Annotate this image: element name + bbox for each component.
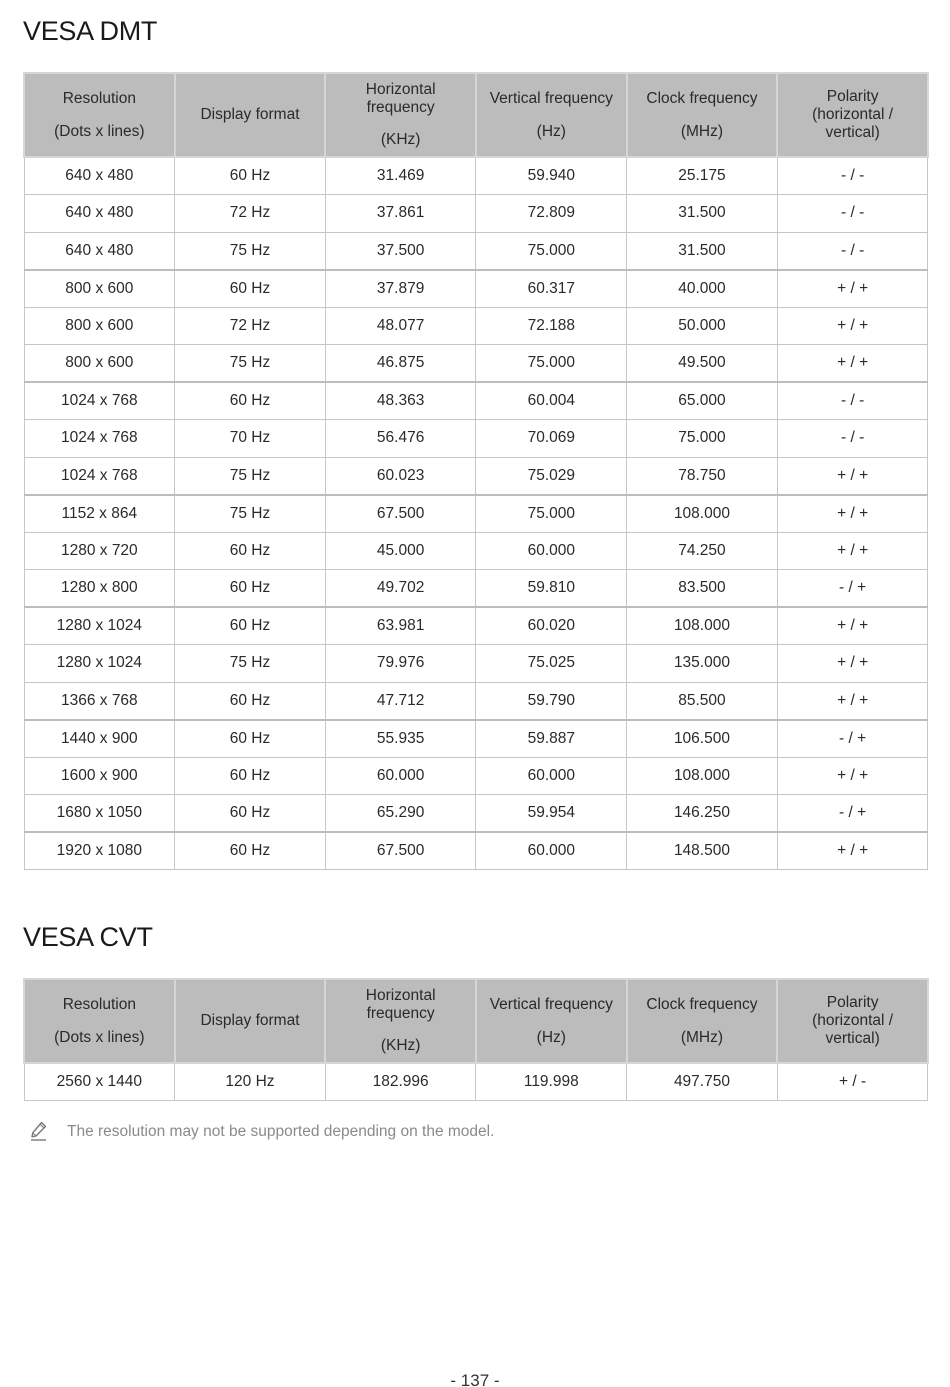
header-display-format [175,73,326,157]
cell-horizontal-frequency: 79.976 [325,645,476,683]
header-hfreq-unit: (KHz) [380,1037,421,1054]
cell-display-format: 75 Hz [175,495,326,533]
cell-vertical-frequency: 75.000 [476,495,627,533]
cell-vertical-frequency: 72.188 [476,307,627,345]
header-resolution-label: Resolution [62,89,136,107]
table-row [24,382,928,420]
cell-resolution: 1280 x 800 [24,570,175,608]
cell-horizontal-frequency: 67.500 [325,495,476,533]
header-hfreq-label-1: Horizontal [365,81,436,98]
table-row [24,682,928,720]
header-display-format-label: Display format [200,106,300,123]
cell-resolution: 1152 x 864 [24,495,175,533]
cell-clock-frequency: 65.000 [627,382,778,420]
cell-clock-frequency: 50.000 [627,307,778,345]
cell-resolution: 800 x 600 [24,345,175,383]
table-row [24,832,928,870]
cell-horizontal-frequency: 37.861 [325,195,476,233]
header-polarity [777,73,928,157]
table-header [24,73,928,157]
cell-resolution: 800 x 600 [24,307,175,345]
table-row [24,645,928,683]
cell-vertical-frequency: 59.810 [476,570,627,608]
cell-horizontal-frequency: 60.023 [325,457,476,495]
cell-polarity: + / + [777,645,928,683]
vesa-cvt-table [23,978,929,1101]
cell-display-format: 60 Hz [175,720,326,758]
header-resolution [24,979,175,1063]
cell-display-format: 75 Hz [175,345,326,383]
cell-vertical-frequency: 75.025 [476,645,627,683]
table-row [24,307,928,345]
cell-display-format: 75 Hz [175,232,326,270]
cell-horizontal-frequency: 37.879 [325,270,476,308]
cell-resolution: 1024 x 768 [24,382,175,420]
cell-vertical-frequency: 59.940 [476,157,627,195]
cell-display-format: 60 Hz [175,570,326,608]
cell-resolution: 1600 x 900 [24,757,175,795]
cell-clock-frequency: 108.000 [627,607,778,645]
cell-polarity: - / + [777,720,928,758]
cell-vertical-frequency: 70.069 [476,420,627,458]
cell-resolution: 1280 x 1024 [24,607,175,645]
header-clock-frequency [627,73,778,157]
cell-vertical-frequency: 75.000 [476,232,627,270]
cell-resolution: 1024 x 768 [24,457,175,495]
cell-horizontal-frequency: 56.476 [325,420,476,458]
cell-polarity: - / - [777,232,928,270]
cell-polarity: + / + [777,307,928,345]
note-text: The resolution may not be supported depending on the model. [67,1123,495,1140]
header-clock-unit: (MHz) [680,1028,724,1046]
header-polarity-sub-2: vertical) [825,1030,880,1047]
cell-polarity: + / + [777,757,928,795]
cell-polarity: + / + [777,495,928,533]
table-body [24,1063,928,1101]
cell-display-format: 72 Hz [175,195,326,233]
table-row [24,757,928,795]
cell-clock-frequency: 135.000 [627,645,778,683]
cell-polarity: - / - [777,157,928,195]
cell-polarity: - / + [777,570,928,608]
cell-horizontal-frequency: 45.000 [325,532,476,570]
header-vfreq-label: Vertical frequency [489,995,613,1013]
header-hfreq-unit: (KHz) [380,131,421,148]
cell-display-format: 72 Hz [175,307,326,345]
cell-polarity: - / + [777,795,928,833]
table-row [24,607,928,645]
cell-polarity: + / + [777,832,928,870]
pencil-note-icon [30,1121,48,1143]
header-resolution-unit: (Dots x lines) [54,122,145,140]
cell-polarity: + / + [777,457,928,495]
cell-vertical-frequency: 60.000 [476,832,627,870]
table-row [24,495,928,533]
cell-horizontal-frequency: 55.935 [325,720,476,758]
cell-vertical-frequency: 75.000 [476,345,627,383]
cell-display-format: 60 Hz [175,795,326,833]
cell-resolution: 640 x 480 [24,232,175,270]
header-vfreq-unit: (Hz) [536,1028,566,1046]
header-hfreq-label-2: frequency [366,1005,435,1022]
cell-display-format: 60 Hz [175,682,326,720]
cell-resolution: 1440 x 900 [24,720,175,758]
header-polarity [777,979,928,1063]
cell-display-format: 60 Hz [175,607,326,645]
cell-clock-frequency: 106.500 [627,720,778,758]
header-clock-label: Clock frequency [646,995,758,1013]
cell-clock-frequency: 148.500 [627,832,778,870]
cell-polarity: - / - [777,382,928,420]
cell-resolution: 1280 x 720 [24,532,175,570]
header-polarity-label: Polarity [826,88,879,105]
cell-display-format: 75 Hz [175,457,326,495]
cell-clock-frequency: 31.500 [627,232,778,270]
cell-clock-frequency: 31.500 [627,195,778,233]
cell-display-format: 75 Hz [175,645,326,683]
cell-horizontal-frequency: 63.981 [325,607,476,645]
header-horizontal-frequency [325,979,476,1063]
cell-clock-frequency: 497.750 [627,1063,778,1101]
header-polarity-sub-2: vertical) [825,124,880,141]
cell-polarity: + / + [777,270,928,308]
cell-display-format: 60 Hz [175,270,326,308]
header-resolution-unit: (Dots x lines) [54,1028,145,1046]
cell-resolution: 2560 x 1440 [24,1063,175,1101]
table-row [24,195,928,233]
table-row [24,232,928,270]
cell-resolution: 1366 x 768 [24,682,175,720]
cell-horizontal-frequency: 46.875 [325,345,476,383]
cell-horizontal-frequency: 67.500 [325,832,476,870]
cell-clock-frequency: 78.750 [627,457,778,495]
header-resolution [24,73,175,157]
header-polarity-label: Polarity [826,994,879,1011]
cell-polarity: + / - [777,1063,928,1101]
header-vfreq-label: Vertical frequency [489,89,613,107]
header-vfreq-unit: (Hz) [536,122,566,140]
cell-clock-frequency: 108.000 [627,495,778,533]
cell-vertical-frequency: 60.317 [476,270,627,308]
cell-horizontal-frequency: 37.500 [325,232,476,270]
vesa-dmt-table [23,72,929,870]
header-vertical-frequency [476,73,627,157]
cell-clock-frequency: 108.000 [627,757,778,795]
cell-resolution: 1280 x 1024 [24,645,175,683]
cell-horizontal-frequency: 49.702 [325,570,476,608]
cell-clock-frequency: 83.500 [627,570,778,608]
cell-polarity: + / + [777,532,928,570]
table-row [24,795,928,833]
cell-vertical-frequency: 60.004 [476,382,627,420]
cell-resolution: 640 x 480 [24,157,175,195]
cell-display-format: 60 Hz [175,382,326,420]
cell-polarity: + / + [777,345,928,383]
cell-clock-frequency: 74.250 [627,532,778,570]
table-row [24,420,928,458]
table-row [24,570,928,608]
cell-display-format: 60 Hz [175,832,326,870]
header-clock-label: Clock frequency [646,89,758,107]
cell-clock-frequency: 75.000 [627,420,778,458]
table-header [24,979,928,1063]
cell-clock-frequency: 146.250 [627,795,778,833]
header-clock-frequency [627,979,778,1063]
cell-vertical-frequency: 59.790 [476,682,627,720]
cell-resolution: 1680 x 1050 [24,795,175,833]
table-row [24,532,928,570]
note [30,1121,494,1143]
cell-vertical-frequency: 60.020 [476,607,627,645]
section-title-vesa-dmt: VESA DMT [23,16,158,46]
cell-horizontal-frequency: 182.996 [325,1063,476,1101]
cell-resolution: 1024 x 768 [24,420,175,458]
cell-resolution: 640 x 480 [24,195,175,233]
cell-polarity: - / - [777,195,928,233]
section-title-vesa-cvt: VESA CVT [23,922,153,952]
cell-polarity: + / + [777,682,928,720]
cell-clock-frequency: 40.000 [627,270,778,308]
header-display-format-label: Display format [200,1012,300,1029]
page-number: - 137 - [450,1371,500,1387]
cell-horizontal-frequency: 48.077 [325,307,476,345]
header-vertical-frequency [476,979,627,1063]
table-row [24,457,928,495]
cell-display-format: 60 Hz [175,532,326,570]
header-hfreq-label-1: Horizontal [365,987,436,1004]
cell-vertical-frequency: 75.029 [476,457,627,495]
cell-vertical-frequency: 72.809 [476,195,627,233]
cell-polarity: + / + [777,607,928,645]
cell-display-format: 120 Hz [175,1063,326,1101]
table-row [24,1063,928,1101]
cell-vertical-frequency: 59.954 [476,795,627,833]
cell-clock-frequency: 85.500 [627,682,778,720]
header-row [24,979,928,1063]
cell-display-format: 60 Hz [175,757,326,795]
header-polarity-sub-1: (horizontal / [812,1012,894,1029]
header-horizontal-frequency [325,73,476,157]
cell-display-format: 60 Hz [175,157,326,195]
cell-resolution: 1920 x 1080 [24,832,175,870]
header-display-format [175,979,326,1063]
header-hfreq-label-2: frequency [366,99,435,116]
cell-clock-frequency: 49.500 [627,345,778,383]
cell-horizontal-frequency: 65.290 [325,795,476,833]
cell-vertical-frequency: 60.000 [476,757,627,795]
table-row [24,345,928,383]
cell-horizontal-frequency: 60.000 [325,757,476,795]
cell-vertical-frequency: 59.887 [476,720,627,758]
cell-horizontal-frequency: 48.363 [325,382,476,420]
table-row [24,270,928,308]
table-body [24,157,928,870]
cell-display-format: 70 Hz [175,420,326,458]
header-row [24,73,928,157]
cell-horizontal-frequency: 47.712 [325,682,476,720]
cell-polarity: - / - [777,420,928,458]
cell-resolution: 800 x 600 [24,270,175,308]
table-row [24,157,928,195]
header-resolution-label: Resolution [62,995,136,1013]
cell-horizontal-frequency: 31.469 [325,157,476,195]
cell-clock-frequency: 25.175 [627,157,778,195]
header-clock-unit: (MHz) [680,122,724,140]
table-row [24,720,928,758]
cell-vertical-frequency: 60.000 [476,532,627,570]
cell-vertical-frequency: 119.998 [476,1063,627,1101]
header-polarity-sub-1: (horizontal / [812,106,894,123]
